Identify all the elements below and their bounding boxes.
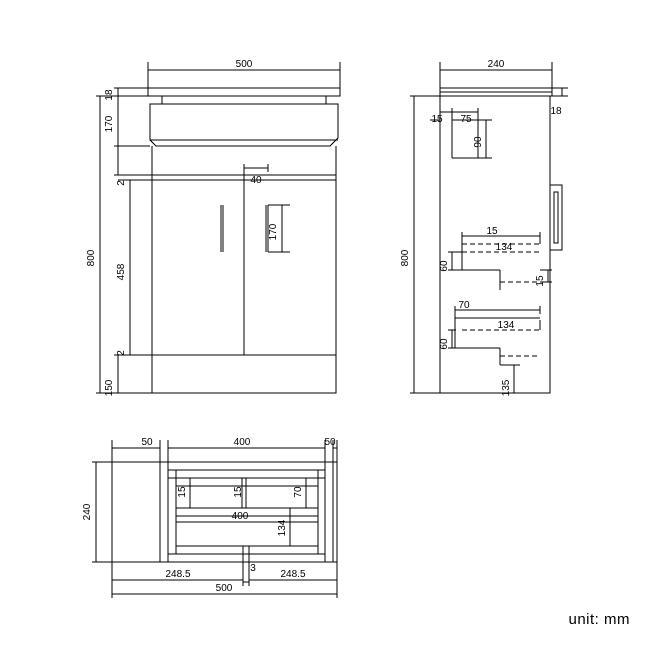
dim-side-bottom: 135 xyxy=(501,379,512,397)
dim-front-top-edge: 18 xyxy=(104,89,115,101)
dim-front-gap-top: 2 xyxy=(116,180,127,186)
dim-plan-inner-c: 70 xyxy=(293,486,304,498)
dim-plan-inner-d: 134 xyxy=(277,519,288,537)
dim-side-shelf2-a: 70 xyxy=(458,300,470,311)
dim-side-height: 800 xyxy=(400,249,411,267)
dim-side-shelf1-a: 15 xyxy=(486,226,498,237)
dim-plan-inner-a: 15 xyxy=(177,486,188,498)
dim-plan-right-wing: 50 xyxy=(324,437,336,448)
dim-plan-gap: 3 xyxy=(250,563,256,574)
dim-plan-left-wing: 50 xyxy=(141,437,153,448)
dim-front-apron: 170 xyxy=(104,115,115,133)
dim-plan-half-right: 248.5 xyxy=(280,569,306,580)
dim-front-height: 800 xyxy=(86,249,97,267)
dim-plan-depth: 240 xyxy=(82,503,93,521)
dim-side-upper-top: 75 xyxy=(460,114,472,125)
dim-plan-center: 400 xyxy=(233,437,251,448)
dim-front-door-height: 458 xyxy=(116,263,127,281)
dim-front-handle-length: 170 xyxy=(268,223,279,241)
dim-side-shelf1-c: 60 xyxy=(439,260,450,272)
dim-front-handle-offset: 40 xyxy=(250,175,262,186)
dim-front-plinth: 150 xyxy=(104,379,115,397)
unit-note: unit: mm xyxy=(568,611,630,628)
dim-side-upper-back: 15 xyxy=(431,114,443,125)
dim-side-top-edge: 18 xyxy=(550,106,562,117)
dim-plan-inner-b: 15 xyxy=(233,486,244,498)
dim-front-gap-bottom: 2 xyxy=(116,350,127,356)
dim-plan-overall-width: 500 xyxy=(215,583,233,594)
dim-plan-inner-width: 400 xyxy=(231,511,249,522)
dim-side-depth: 240 xyxy=(487,59,505,70)
dim-side-shelf1-b: 134 xyxy=(495,242,513,253)
dim-front-width: 500 xyxy=(235,59,253,70)
dim-side-shelf2-b: 134 xyxy=(497,320,515,331)
dim-side-shelf1-d: 15 xyxy=(535,275,546,287)
dim-side-upper-height: 90 xyxy=(473,136,484,148)
dim-plan-half-left: 248.5 xyxy=(165,569,191,580)
dim-side-shelf2-c: 60 xyxy=(439,338,450,350)
